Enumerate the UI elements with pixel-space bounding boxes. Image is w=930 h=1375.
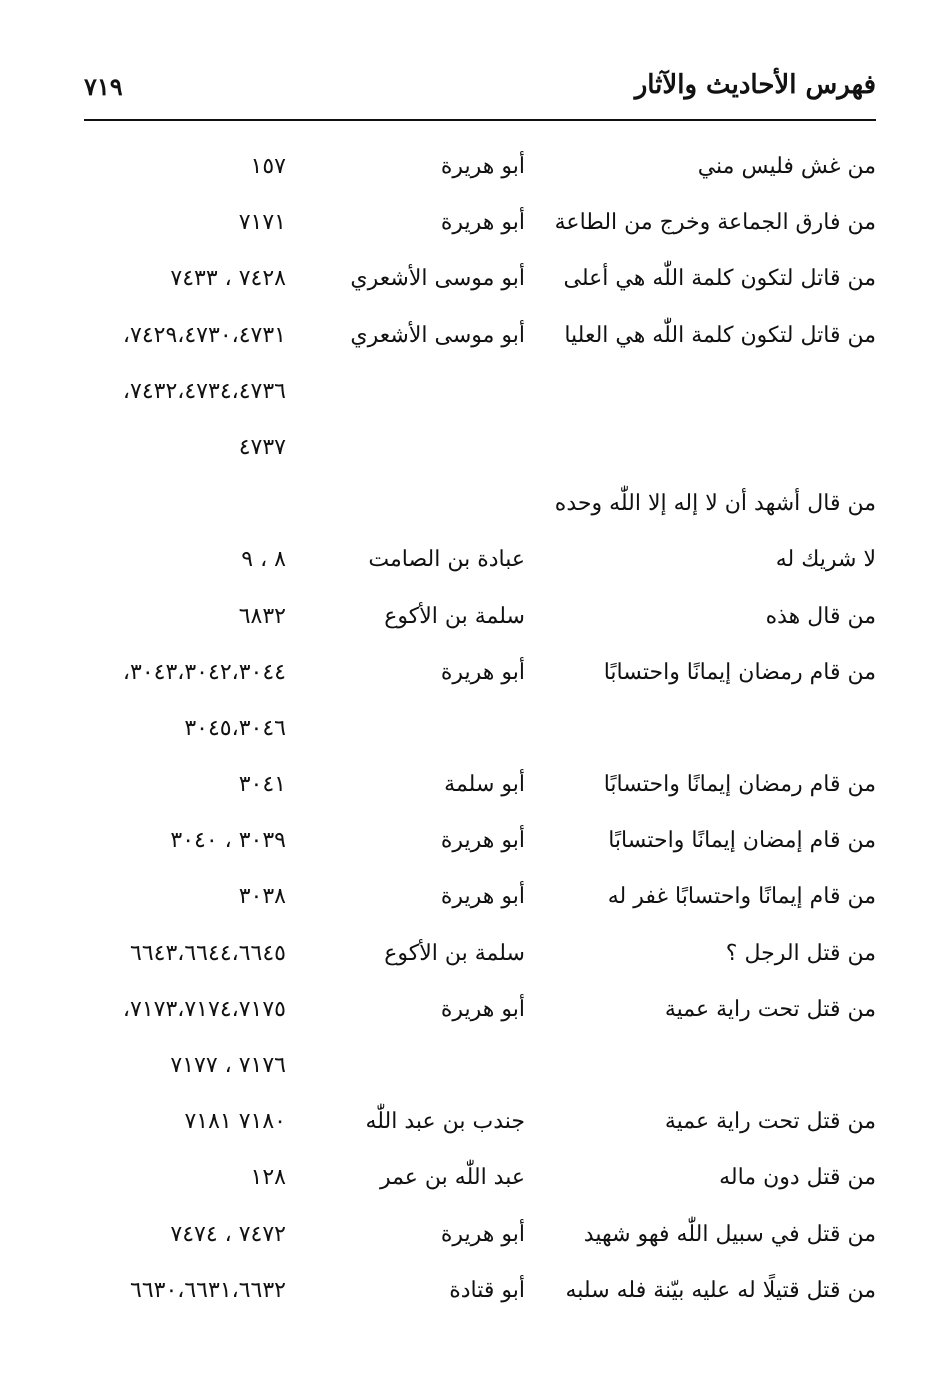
hadith-numbers: ٧٤٧٢ ، ٧٤٧٤ bbox=[170, 1221, 286, 1247]
hadith-numbers: ٤٧٣٧ bbox=[238, 434, 286, 460]
hadith-text: من قام إمضان إيمانًا واحتسابًا bbox=[608, 828, 876, 854]
narrator-name: أبو هريرة bbox=[440, 210, 525, 236]
page-title: فهرس الأحاديث والآثار bbox=[634, 70, 876, 100]
hadith-numbers: ٦٨٣٢ bbox=[238, 603, 286, 629]
hadith-text: من فارق الجماعة وخرج من الطاعة bbox=[554, 210, 876, 236]
hadith-text: من قتل دون ماله bbox=[719, 1165, 876, 1191]
hadith-numbers: ٨ ، ٩ bbox=[241, 547, 286, 573]
index-row bbox=[0, 759, 930, 815]
index-row bbox=[0, 647, 930, 703]
index-row bbox=[0, 366, 930, 422]
hadith-numbers: ٣٠٣٨ bbox=[238, 884, 286, 910]
hadith-numbers: ٧٤٣٢،٤٧٣٤،٤٧٣٦، bbox=[122, 378, 286, 404]
narrator-name: جندب بن عبد اللّٰه bbox=[365, 1109, 525, 1135]
hadith-text: لا شريك له bbox=[775, 547, 876, 573]
hadith-text: من قتل قتيلًا له عليه بيّنة فله سلبه bbox=[565, 1277, 876, 1303]
hadith-numbers: ٧١٧١ bbox=[238, 210, 286, 236]
hadith-text: من قال هذه bbox=[765, 603, 876, 629]
narrator-name: أبو هريرة bbox=[440, 659, 525, 685]
hadith-text: من قاتل لتكون كلمة اللّٰه هي أعلى bbox=[563, 266, 876, 292]
page-number: ٧١٩ bbox=[84, 72, 123, 101]
narrator-name: أبو موسى الأشعري bbox=[350, 322, 525, 348]
index-row bbox=[0, 1040, 930, 1096]
hadith-numbers: ١٥٧ bbox=[250, 154, 286, 179]
index-row bbox=[0, 703, 930, 759]
index-table bbox=[0, 141, 930, 1321]
narrator-name: أبو سلمة bbox=[444, 772, 525, 798]
hadith-text: من قام رمضان إيمانًا واحتسابًا bbox=[603, 772, 876, 798]
hadith-numbers: ٧١٨٠ ٧١٨١ bbox=[184, 1109, 286, 1135]
hadith-text: من قام إيمانًا واحتسابًا غفر له bbox=[607, 884, 876, 910]
narrator-name: عبد اللّٰه بن عمر bbox=[379, 1165, 525, 1191]
hadith-numbers: ٧١٧٦ ، ٧١٧٧ bbox=[170, 1053, 286, 1078]
index-row bbox=[0, 928, 930, 984]
narrator-name: عبادة بن الصامت bbox=[368, 547, 525, 573]
hadith-numbers: ٣٠٤٣،٣٠٤٢،٣٠٤٤، bbox=[122, 659, 286, 685]
narrator-name: أبو هريرة bbox=[440, 996, 525, 1022]
index-row bbox=[0, 1209, 930, 1265]
hadith-numbers: ٧٤٢٩،٤٧٣٠،٤٧٣١، bbox=[122, 322, 286, 348]
index-row bbox=[0, 1152, 930, 1208]
hadith-text: من قتل تحت راية عمية bbox=[664, 1109, 876, 1135]
hadith-text: من غش فليس مني bbox=[697, 154, 876, 179]
hadith-text: من قال أشهد أن لا إله إلا اللّٰه وحده bbox=[554, 491, 876, 517]
hadith-numbers: ٦٦٣٠،٦٦٣١،٦٦٣٢ bbox=[130, 1277, 286, 1303]
hadith-text: من قتل تحت راية عمية bbox=[664, 996, 876, 1022]
index-row bbox=[0, 422, 930, 478]
index-row bbox=[0, 197, 930, 253]
narrator-name: أبو قتادة bbox=[449, 1277, 525, 1303]
index-row bbox=[0, 310, 930, 366]
narrator-name: أبو موسى الأشعري bbox=[350, 266, 525, 292]
hadith-numbers: ٧١٧٣،٧١٧٤،٧١٧٥، bbox=[122, 996, 286, 1022]
narrator-name: أبو هريرة bbox=[440, 884, 525, 910]
hadith-numbers: ٣٠٣٩ ، ٣٠٤٠ bbox=[170, 828, 286, 854]
narrator-name: أبو هريرة bbox=[440, 1221, 525, 1247]
index-row bbox=[0, 534, 930, 590]
hadith-numbers: ٣٠٤١ bbox=[238, 772, 286, 798]
index-row bbox=[0, 984, 930, 1040]
hadith-numbers: ٧٤٢٨ ، ٧٤٣٣ bbox=[170, 266, 286, 292]
hadith-text: من قاتل لتكون كلمة اللّٰه هي العليا bbox=[564, 322, 876, 348]
index-row bbox=[0, 478, 930, 534]
index-row bbox=[0, 1096, 930, 1152]
hadith-numbers: ٣٠٤٥،٣٠٤٦ bbox=[184, 715, 286, 741]
index-row bbox=[0, 815, 930, 871]
index-row bbox=[0, 141, 930, 197]
narrator-name: سلمة بن الأكوع bbox=[384, 603, 525, 629]
hadith-numbers: ١٢٨ bbox=[250, 1165, 286, 1191]
index-row bbox=[0, 1265, 930, 1321]
hadith-text: من قام رمضان إيمانًا واحتسابًا bbox=[603, 659, 876, 685]
hadith-text: من قتل في سبيل اللّٰه فهو شهيد bbox=[583, 1221, 876, 1247]
narrator-name: سلمة بن الأكوع bbox=[384, 940, 525, 966]
index-row bbox=[0, 253, 930, 309]
index-row bbox=[0, 871, 930, 927]
index-row bbox=[0, 591, 930, 647]
page-header bbox=[84, 68, 876, 112]
hadith-numbers: ٦٦٤٣،٦٦٤٤،٦٦٤٥ bbox=[130, 940, 286, 966]
hadith-text: من قتل الرجل ؟ bbox=[725, 940, 876, 966]
narrator-name: أبو هريرة bbox=[440, 828, 525, 854]
header-divider bbox=[84, 119, 876, 121]
narrator-name: أبو هريرة bbox=[440, 154, 525, 179]
